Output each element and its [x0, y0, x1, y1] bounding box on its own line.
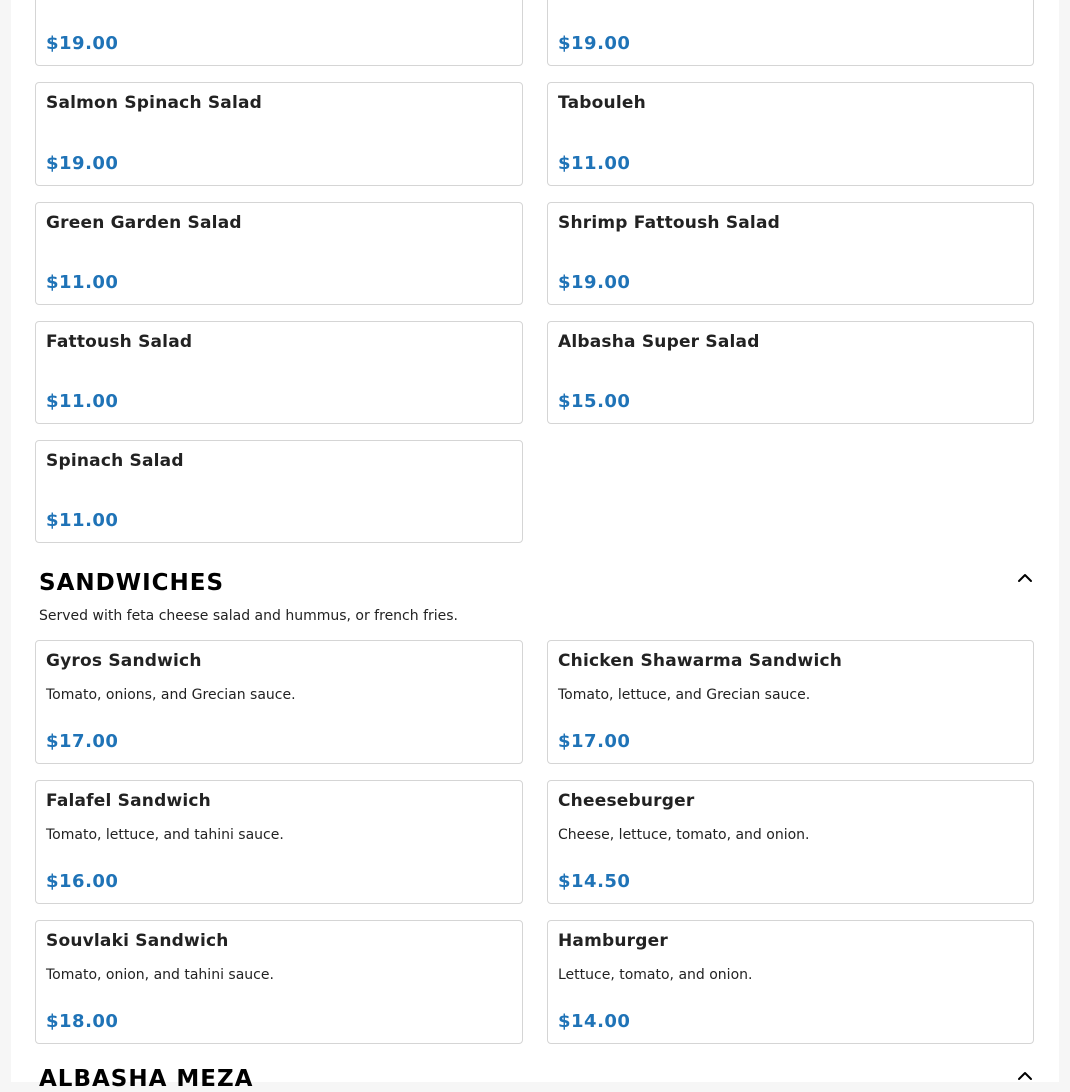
menu-item-card[interactable] — [35, 202, 523, 305]
item-name: Green Garden Salad — [46, 213, 242, 233]
item-name: Tabouleh — [558, 93, 646, 113]
item-price: $11.00 — [46, 272, 119, 293]
item-description: Tomato, lettuce, and Grecian sauce. — [558, 687, 811, 703]
item-price: $16.00 — [46, 871, 119, 892]
menu-item-card[interactable] — [547, 321, 1034, 424]
menu-item-card[interactable] — [547, 0, 1034, 66]
item-name: Albasha Super Salad — [558, 332, 760, 352]
item-price: $11.00 — [46, 510, 119, 531]
menu-item-card[interactable] — [547, 780, 1034, 904]
item-description: Tomato, onions, and Grecian sauce. — [46, 687, 296, 703]
item-name: Hamburger — [558, 931, 668, 951]
item-price: $17.00 — [558, 731, 631, 752]
menu-item-card[interactable] — [35, 0, 523, 66]
item-name: Souvlaki Sandwich — [46, 931, 229, 951]
chevron-up-icon[interactable] — [1016, 570, 1034, 584]
section-title: ALBASHA MEZA — [39, 1066, 254, 1092]
item-price: $17.00 — [46, 731, 119, 752]
menu-item-card[interactable] — [547, 82, 1034, 186]
item-price: $19.00 — [558, 272, 631, 293]
menu-item-card[interactable] — [35, 780, 523, 904]
menu-item-card[interactable] — [547, 920, 1034, 1044]
item-price: $14.00 — [558, 1011, 631, 1032]
item-name: Gyros Sandwich — [46, 651, 202, 671]
item-name: Falafel Sandwich — [46, 791, 211, 811]
menu-item-card[interactable] — [547, 202, 1034, 305]
item-name: Cheeseburger — [558, 791, 695, 811]
item-price: $19.00 — [46, 153, 119, 174]
menu-item-card[interactable] — [35, 640, 523, 764]
menu-item-card[interactable] — [35, 321, 523, 424]
item-name: Spinach Salad — [46, 451, 184, 471]
item-name: Shrimp Fattoush Salad — [558, 213, 781, 233]
item-price: $14.50 — [558, 871, 631, 892]
menu-item-card[interactable] — [35, 920, 523, 1044]
item-description: Tomato, lettuce, and tahini sauce. — [46, 827, 284, 843]
menu-item-card[interactable] — [547, 640, 1034, 764]
item-price: $18.00 — [46, 1011, 119, 1032]
item-price: $11.00 — [558, 153, 631, 174]
item-price: $15.00 — [558, 391, 631, 412]
item-name: Chicken Shawarma Sandwich — [558, 651, 843, 671]
item-name: Fattoush Salad — [46, 332, 193, 352]
menu-item-card[interactable] — [35, 440, 523, 543]
item-price: $19.00 — [46, 33, 119, 54]
item-name: Salmon Spinach Salad — [46, 93, 263, 113]
item-description: Tomato, onion, and tahini sauce. — [46, 967, 274, 983]
item-price: $11.00 — [46, 391, 119, 412]
item-description: Cheese, lettuce, tomato, and onion. — [558, 827, 810, 843]
section-title: SANDWICHES — [39, 570, 225, 596]
section-subtitle: Served with feta cheese salad and hummus, or french fries. — [39, 608, 459, 624]
item-description: Lettuce, tomato, and onion. — [558, 967, 753, 983]
chevron-up-icon[interactable] — [1016, 1068, 1034, 1082]
item-price: $19.00 — [558, 33, 631, 54]
menu-item-card[interactable] — [35, 82, 523, 186]
